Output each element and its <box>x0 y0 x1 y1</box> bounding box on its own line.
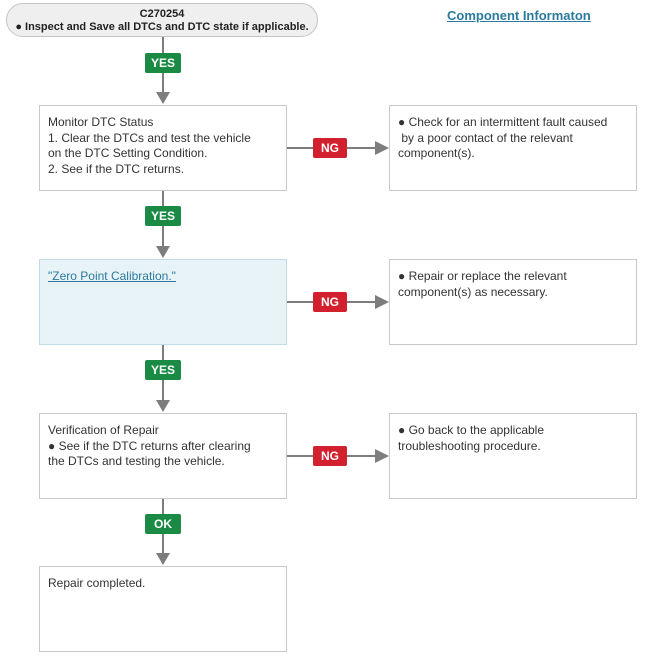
zero-point-calibration-link[interactable]: "Zero Point Calibration." <box>48 269 176 283</box>
component-information-link[interactable]: Component Informaton <box>447 8 591 23</box>
step-repair-completed <box>39 566 287 652</box>
ok-badge: OK <box>145 514 181 534</box>
arrow-down <box>156 92 170 104</box>
ng-badge: NG <box>313 292 347 312</box>
start-node <box>6 3 318 37</box>
result-line: component(s) as necessary. <box>398 284 548 299</box>
result-line: troubleshooting procedure. <box>398 438 541 453</box>
start-instruction: ● Inspect and Save all DTCs and DTC state if applicable. <box>15 21 309 33</box>
arrow-right <box>375 295 389 309</box>
step-line: ● See if the DTC returns after clearing <box>48 438 251 453</box>
final-text: Repair completed. <box>48 576 146 590</box>
step-zero-point-calibration <box>39 259 287 345</box>
ng-result-repair-replace <box>389 259 637 345</box>
arrow-right <box>375 141 389 155</box>
step-title: Monitor DTC Status <box>48 115 154 129</box>
step-line: 1. Clear the DTCs and test the vehicle <box>48 130 251 145</box>
result-line: ● Go back to the applicable <box>398 423 545 437</box>
yes-badge: YES <box>145 206 181 226</box>
step-monitor-dtc-status <box>39 105 287 191</box>
arrow-down <box>156 553 170 565</box>
ng-badge: NG <box>313 138 347 158</box>
step-line: 2. See if the DTC returns. <box>48 161 185 176</box>
arrow-down <box>156 400 170 412</box>
ng-result-go-back <box>389 413 637 499</box>
step-verification-of-repair <box>39 413 287 499</box>
arrow-right <box>375 449 389 463</box>
result-line: component(s). <box>398 146 475 160</box>
result-line: ● Check for an intermittent fault caused <box>398 115 608 129</box>
dtc-code: C270254 <box>139 8 185 20</box>
result-line: ● Repair or replace the relevant <box>398 269 567 283</box>
ng-badge: NG <box>313 446 347 466</box>
step-line: on the DTC Setting Condition. <box>48 146 208 160</box>
step-title: Verification of Repair <box>48 423 159 437</box>
yes-badge: YES <box>145 53 181 73</box>
step-line: the DTCs and testing the vehicle. <box>48 454 225 468</box>
yes-badge: YES <box>145 360 181 380</box>
arrow-down <box>156 246 170 258</box>
ng-result-intermittent-fault <box>389 105 637 191</box>
result-line: by a poor contact of the relevant <box>398 130 573 145</box>
